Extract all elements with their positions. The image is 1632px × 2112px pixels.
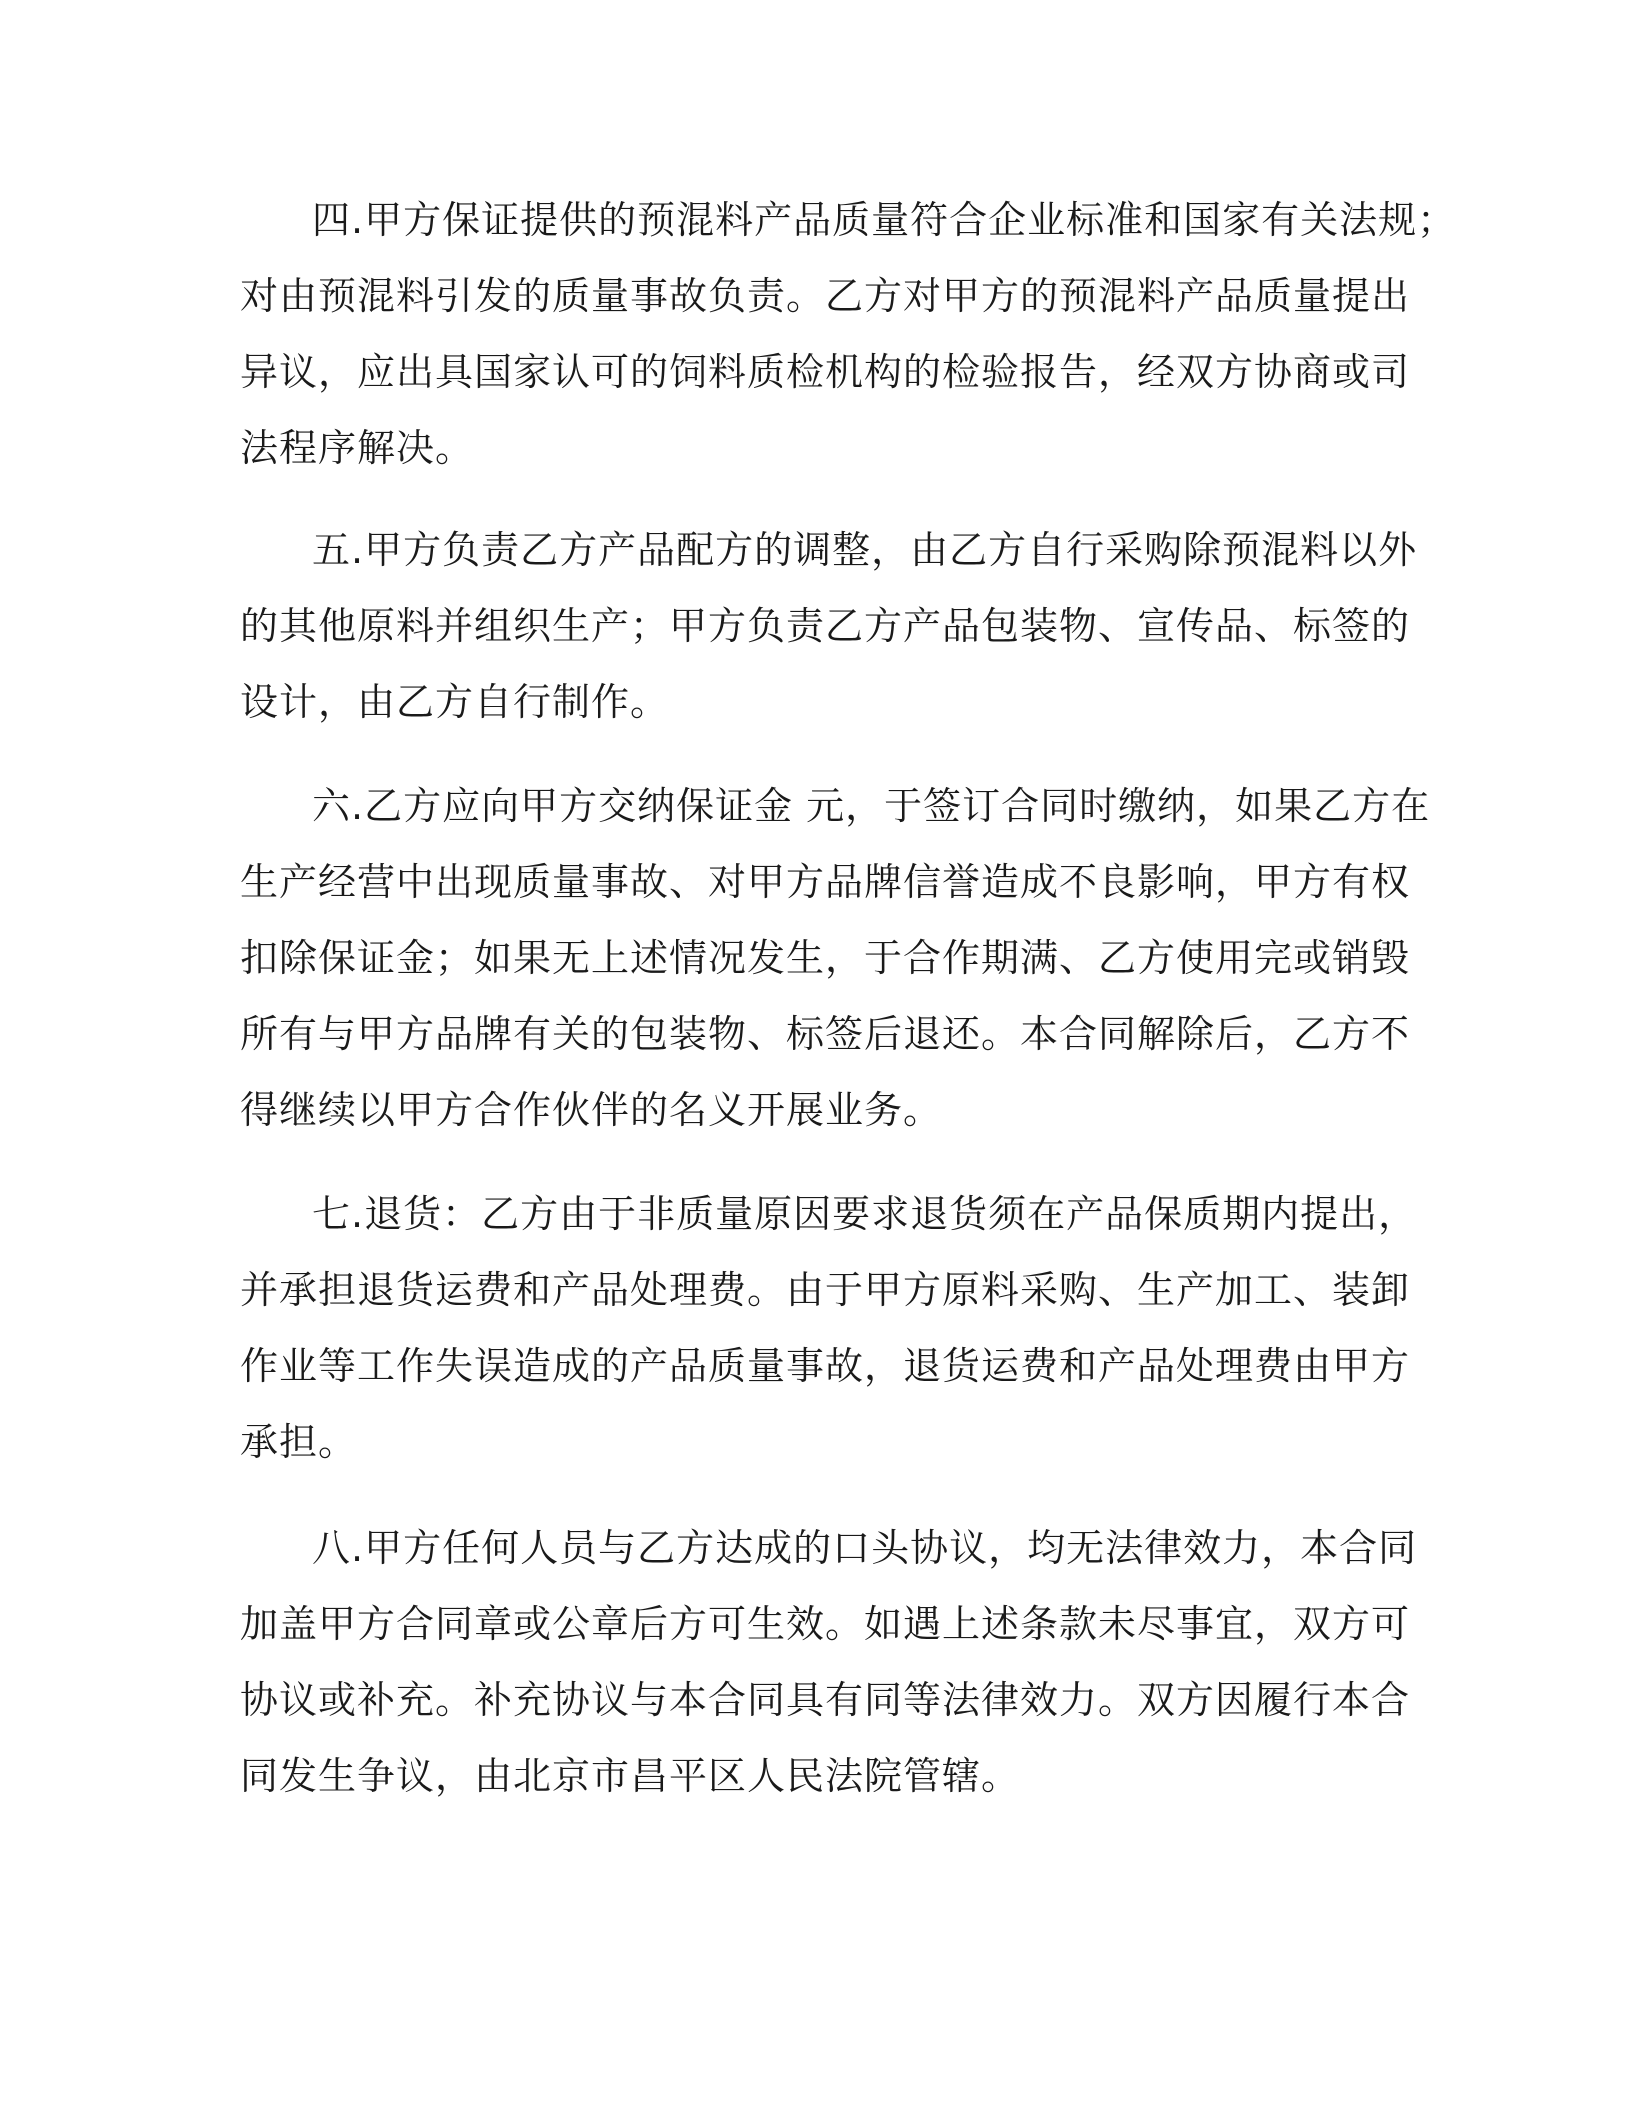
- clause-5-line-3: 设计，由乙方自行制作。: [240, 680, 670, 724]
- clause-5-line-1: 五.甲方负责乙方产品配方的调整，由乙方自行采购除预混料以外: [312, 528, 1418, 572]
- clause-6-line-3: 扣除保证金；如果无上述情况发生，于合作期满、乙方使用完或销毁: [240, 936, 1411, 980]
- clause-4-line-3: 异议，应出具国家认可的饲料质检机构的检验报告，经双方协商或司: [240, 350, 1411, 394]
- clause-6-line-1: 六.乙方应向甲方交纳保证金 元，于签订合同时缴纳，如果乙方在: [312, 784, 1431, 828]
- clause-8-line-2: 加盖甲方合同章或公章后方可生效。如遇上述条款未尽事宜，双方可: [240, 1602, 1411, 1646]
- clause-6-line-2: 生产经营中出现质量事故、对甲方品牌信誉造成不良影响，甲方有权: [240, 860, 1411, 904]
- clause-7-line-2: 并承担退货运费和产品处理费。由于甲方原料采购、生产加工、装卸: [240, 1268, 1411, 1312]
- clause-4-line-2: 对由预混料引发的质量事故负责。乙方对甲方的预混料产品质量提出: [240, 274, 1411, 318]
- clause-7-line-3: 作业等工作失误造成的产品质量事故，退货运费和产品处理费由甲方: [240, 1344, 1411, 1388]
- clause-4-line-4: 法程序解决。: [240, 426, 475, 470]
- clause-5-line-2: 的其他原料并组织生产；甲方负责乙方产品包装物、宣传品、标签的: [240, 604, 1411, 648]
- clause-8-line-3: 协议或补充。补充协议与本合同具有同等法律效力。双方因履行本合: [240, 1678, 1411, 1722]
- clause-8-line-1: 八.甲方任何人员与乙方达成的口头协议，均无法律效力，本合同: [312, 1526, 1418, 1570]
- clause-7-line-4: 承担。: [240, 1420, 358, 1464]
- clause-8-line-4: 同发生争议，由北京市昌平区人民法院管辖。: [240, 1754, 1021, 1798]
- clause-6-line-4: 所有与甲方品牌有关的包装物、标签后退还。本合同解除后，乙方不: [240, 1012, 1411, 1056]
- clause-7-line-1: 七.退货：乙方由于非质量原因要求退货须在产品保质期内提出，: [312, 1192, 1418, 1236]
- clause-4-line-1: 四.甲方保证提供的预混料产品质量符合企业标准和国家有关法规；: [312, 198, 1457, 242]
- clause-6-line-5: 得继续以甲方合作伙伴的名义开展业务。: [240, 1088, 943, 1132]
